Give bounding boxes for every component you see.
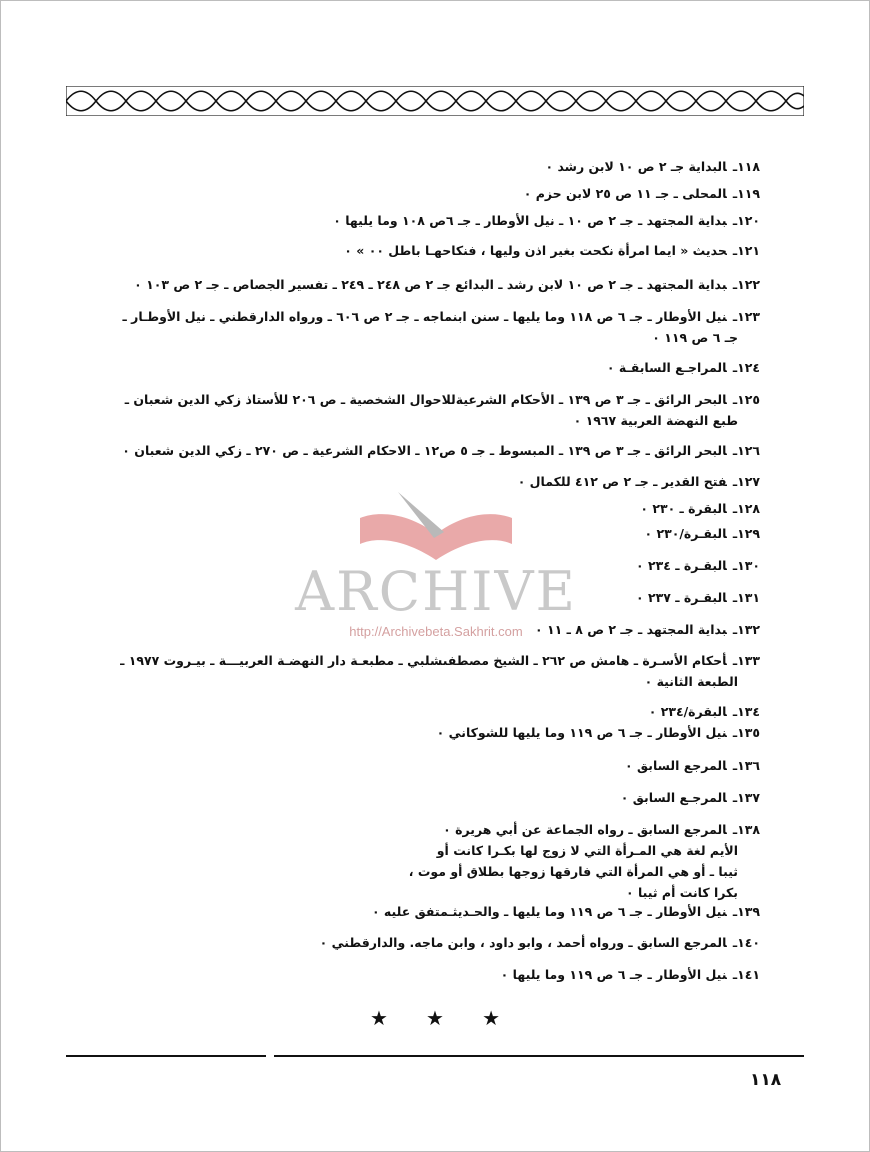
reference-item — [636, 587, 760, 608]
reference-text: البحر الرائق ـ جـ ٣ ص ١٣٩ ـ الأحكام الشرعيةللاحوال الشخصية ـ ص ٢٠٦ للأستاذ زكي الدين شعبان ـ — [124, 392, 727, 407]
reference-item — [524, 183, 760, 204]
reference-text: أحكام الأسـرة ـ هامش ص ٢٦٢ ـ الشيخ مصطفىشلبي ـ مطبعـة دار النهضـة العربيـــة ـ بيـروت ١٩٧٧ ـ — [120, 653, 727, 668]
reference-text: المراجـع السابقـة ٠ — [606, 360, 727, 375]
reference-item — [621, 787, 760, 808]
decorative-border-ornament — [66, 86, 804, 116]
reference-number: ١٣٩ـ — [732, 904, 760, 919]
page-number: ١١٨ — [750, 1070, 782, 1090]
reference-note-line: ثيبا ـ أو هي المرأة التي فارقها زوجها بطلاق أو موت ، — [408, 864, 738, 879]
reference-note-line: الأيم لغة هي المـرأة التي لا زوج لها بكـرا كانت أو — [436, 843, 738, 858]
reference-item — [123, 306, 760, 348]
reference-item — [437, 722, 760, 743]
reference-text: البقرة ـ ٢٣٠ ٠ — [640, 501, 727, 516]
reference-text: البقـرة ـ ٢٣٧ ٠ — [636, 590, 727, 605]
reference-item — [636, 555, 760, 576]
reference-number: ١٢٤ـ — [732, 360, 760, 375]
star-icon: ★ — [482, 1006, 500, 1030]
reference-number: ١٢٠ـ — [732, 213, 760, 228]
reference-text: البقرة/٢٣٤ ٠ — [648, 704, 727, 719]
reference-number: ١١٨ـ — [732, 159, 760, 174]
reference-item — [333, 210, 760, 231]
reference-text: نيل الأوطار ـ جـ ٦ ص ١١٩ وما يليها للشوكاني ٠ — [436, 725, 727, 740]
star-icon: ★ — [426, 1006, 444, 1030]
reference-continuation: الطبعة الثانية ٠ — [644, 674, 738, 689]
reference-item — [545, 156, 760, 177]
reference-text: البقـرة ـ ٢٣٤ ٠ — [636, 558, 727, 573]
reference-number: ١٣٣ـ — [732, 653, 760, 668]
reference-number: ١٢٣ـ — [732, 309, 760, 324]
section-separator-stars — [370, 1006, 500, 1030]
watermark-url: http://Archivebeta.Sakhrit.com — [349, 624, 523, 639]
reference-number: ١٣٨ـ — [732, 822, 760, 837]
reference-item — [344, 240, 760, 261]
reference-number: ١٢٥ـ — [732, 392, 760, 407]
reference-item — [607, 357, 760, 378]
reference-text: البحر الرائق ـ جـ ٣ ص ١٣٩ ـ المبسوط ـ جـ ٥ ص١٢ ـ الاحكام الشرعية ـ ص ٢٧٠ ـ زكي الدين شعبان ٠ — [122, 443, 727, 458]
reference-number: ١٢٦ـ — [732, 443, 760, 458]
reference-number: ١٢٢ـ — [732, 277, 760, 292]
reference-item — [625, 755, 760, 776]
reference-text: نيل الأوطار ـ جـ ٦ ص ١١٩ وما يليها ـ والحـديثـمتفق عليه ٠ — [371, 904, 727, 919]
reference-text: البداية جـ ٢ ص ١٠ لابن رشد ٠ — [545, 159, 727, 174]
reference-continuation: جـ ٦ ص ١١٩ ٠ — [652, 330, 738, 345]
reference-text: نيل الأوطار ـ جـ ٦ ص ١١٩ وما يليها ٠ — [500, 967, 727, 982]
reference-number: ١١٩ـ — [732, 186, 760, 201]
reference-note-line: بكرا كانت أم ثيبا ٠ — [626, 885, 738, 900]
reference-number: ١٣٢ـ — [732, 622, 760, 637]
reference-item — [644, 523, 760, 544]
book-logo — [286, 488, 586, 568]
reference-item — [409, 819, 760, 903]
reference-text: حديث « ايما امرأة نكحت بغير اذن وليها ، فنكاحهـا باطل ٠٠ » ٠ — [344, 243, 727, 258]
reference-number: ١٣٧ـ — [732, 790, 760, 805]
reference-number: ١٣٤ـ — [732, 704, 760, 719]
reference-number: ١٢١ـ — [732, 243, 760, 258]
star-icon: ★ — [370, 1006, 388, 1030]
reference-item — [320, 932, 760, 953]
reference-text: بداية المجتهد ـ جـ ٢ ص ٨ ـ ١١ ٠ — [534, 622, 727, 637]
reference-text: المحلى ـ جـ ١١ ص ٢٥ لابن حزم ٠ — [523, 186, 727, 201]
reference-text: بداية المجتهد ـ جـ ٢ ص ١٠ ـ نيل الأوطار ـ جـ ٦ص ١٠٨ وما يليها ٠ — [333, 213, 727, 228]
reference-text: البقـرة/٢٣٠ ٠ — [644, 526, 727, 541]
reference-item — [535, 619, 760, 640]
footer-rule-right — [274, 1055, 804, 1057]
reference-number: ١٢٨ـ — [732, 501, 760, 516]
reference-number: ١٣٦ـ — [732, 758, 760, 773]
reference-item — [120, 650, 760, 692]
reference-text: المرجع السابق ٠ — [625, 758, 727, 773]
footer-rule-left — [66, 1055, 266, 1057]
reference-text: فتح القدير ـ جـ ٢ ص ٤١٢ للكمال ٠ — [517, 474, 727, 489]
reference-item — [122, 440, 760, 461]
reference-text: بداية المجتهد ـ جـ ٢ ص ١٠ لابن رشد ـ البدائع جـ ٢ ص ٢٤٨ ـ ٢٤٩ ـ تفسير الجصاص ـ جـ ٢ ص ١٠٣ ٠ — [134, 277, 727, 292]
reference-item — [125, 389, 760, 431]
reference-text: نيل الأوطار ـ جـ ٦ ص ١١٨ وما يليها ـ سنن ابنماجه ـ جـ ٢ ص ٦٠٦ ـ ورواه الدارقطني ـ نيل الأوطـار ـ — [122, 309, 727, 324]
watermark-text: ARCHIVE — [295, 560, 577, 623]
reference-text: المرجع السابق ـ رواه الجماعة عن أبي هريرة ٠ — [443, 822, 727, 837]
reference-number: ١٣١ـ — [732, 590, 760, 605]
reference-text: المرجع السابق ـ ورواه أحمد ، وابو داود ، وابن ماجه. والدارقطني ٠ — [319, 935, 727, 950]
reference-item — [372, 901, 760, 922]
reference-item — [134, 274, 760, 295]
reference-continuation: طبع النهضة العربية ١٩٦٧ ٠ — [573, 413, 738, 428]
reference-number: ١٤١ـ — [732, 967, 760, 982]
reference-item — [501, 964, 760, 985]
reference-number: ١٢٧ـ — [732, 474, 760, 489]
reference-number: ١٣٥ـ — [732, 725, 760, 740]
reference-number: ١٣٠ـ — [732, 558, 760, 573]
reference-number: ١٢٩ـ — [732, 526, 760, 541]
reference-item — [640, 498, 760, 519]
reference-number: ١٤٠ـ — [732, 935, 760, 950]
reference-item — [649, 701, 760, 722]
reference-text: المرجـع السابق ٠ — [620, 790, 727, 805]
reference-item — [518, 471, 760, 492]
